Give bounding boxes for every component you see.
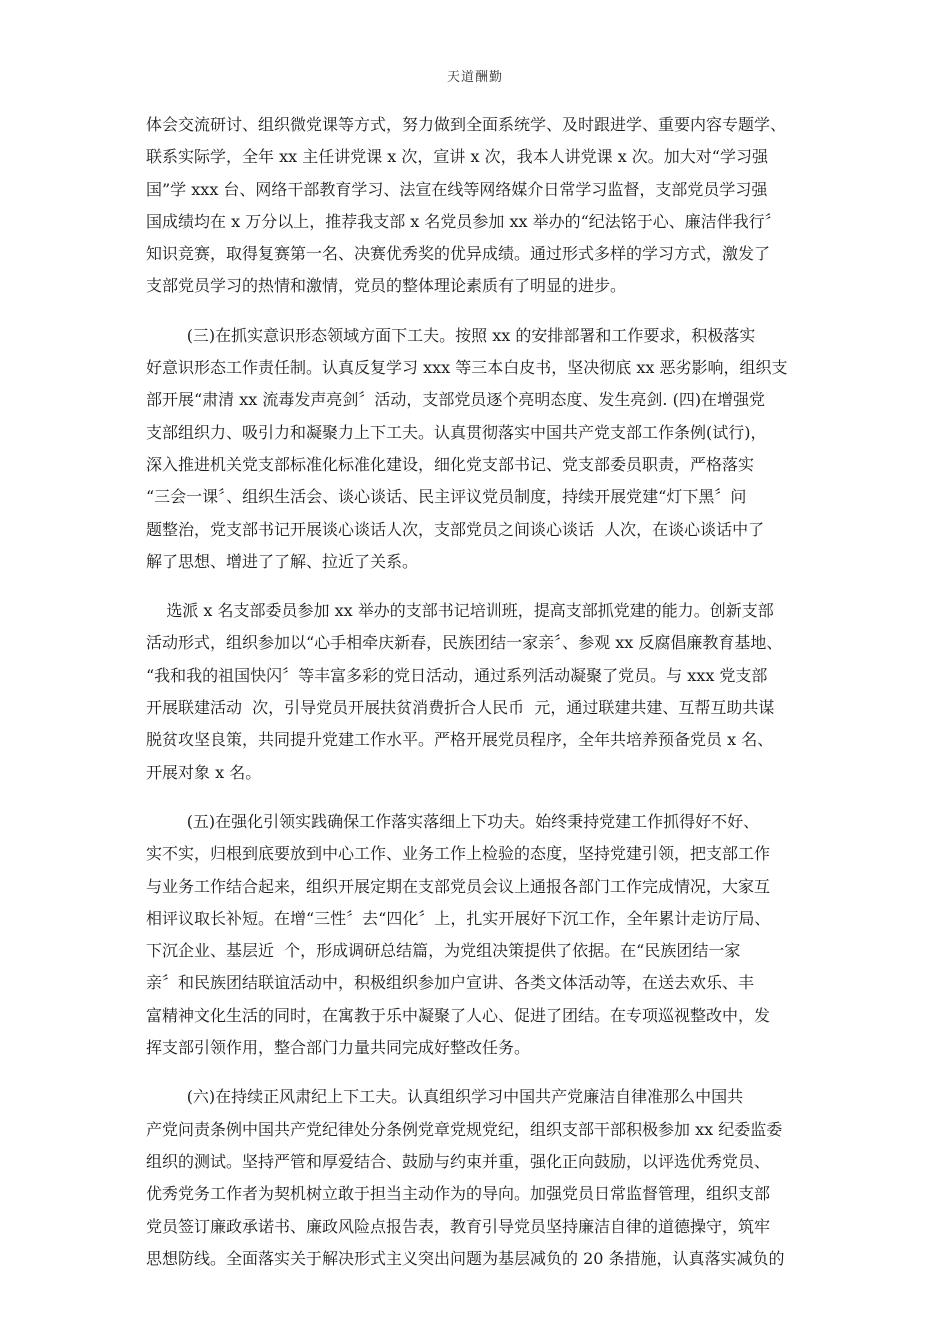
text-line: 活动形式，组织参加以“心手相牵庆新春，民族团结一家亲〞、参观 xx 反腐倡廉教育基地、 bbox=[146, 633, 783, 653]
text-line: 党员签订廉政承诺书、廉政风险点报告表，教育引导党员坚持廉洁自律的道德操守，筑牢 bbox=[146, 1216, 771, 1236]
text-line: 开展联建活动 次，引导党员开展扶贫消费折合人民币 元，通过联建共建、互帮互助共谋 bbox=[146, 698, 775, 718]
text-line: 知识竞赛，取得复赛第一名、决赛优秀奖的优异成绩。通过形式多样的学习方式，激发了 bbox=[146, 244, 771, 264]
text-line: 相评议取长补短。在增“三性〞去“四化〞上，扎实开展好下沉工作，全年累计走访厅局、 bbox=[146, 908, 771, 928]
text-line: 题整治，党支部书记开展谈心谈话人次，支部党员之间谈心谈话 人次，在谈心谈话中了 bbox=[146, 519, 765, 539]
page-header: 天道酬勤 bbox=[446, 70, 503, 85]
text-line: 支部组织力、吸引力和凝聚力上下工夫。认真贯彻落实中国共产党支部工作条例(试行)， bbox=[146, 422, 767, 442]
text-line: 解了思想、增进了了解、拉近了关系。 bbox=[146, 551, 419, 571]
text-line: 好意识形态工作责任制。认真反复学习 xxx 等三本白皮书，坚决彻底 xx 恶劣影响，组织支 bbox=[146, 358, 788, 378]
text-line: 与业务工作结合起来，组织开展定期在支部党员会议上通报各部门工作完成情况，大家互 bbox=[146, 876, 771, 896]
text-line: “三会一课〞、组织生活会、谈心谈话、民主评议党员制度，持续开展党建“灯下黑〞问 bbox=[146, 487, 747, 507]
document-body bbox=[146, 109, 812, 1292]
text-line: (五)在强化引领实践确保工作落实落细上下功夫。始终秉持党建工作抓得好不好、 bbox=[146, 811, 760, 831]
text-line: 开展对象 x 名。 bbox=[146, 762, 262, 782]
text-line: (六)在持续正风肃纪上下工夫。认真组织学习中国共产党廉洁自律准那么中国共 bbox=[146, 1087, 744, 1107]
text-line: 支部党员学习的热情和激情，党员的整体理论素质有了明显的进步。 bbox=[146, 276, 627, 296]
paragraph bbox=[146, 806, 812, 1064]
paragraph bbox=[146, 595, 812, 789]
text-line: 国成绩均在 x 万分以上，推荐我支部 x 名党员参加 xx 举办的“纪法铭于心、廉洁伴我行〞 bbox=[146, 211, 781, 231]
text-line: 思想防线。全面落实关于解决形式主义突出问题为基层减负的 20 条措施，认真落实减负的 bbox=[146, 1248, 785, 1268]
text-line: 国”学 xxx 台、网络干部教育学习、法宣在线等网络媒介日常学习监督，支部党员学习强 bbox=[146, 179, 768, 199]
text-line: 选派 x 名支部委员参加 xx 举办的支部书记培训班，提高支部抓党建的能力。创新支部 bbox=[146, 601, 774, 621]
text-line: 体会交流研讨、组织微党课等方式，努力做到全面系统学、及时跟进学、重要内容专题学、 bbox=[146, 115, 787, 134]
text-line: 富精神文化生活的同时，在寓教于乐中凝聚了人心、促进了团结。在专项巡视整改中，发 bbox=[146, 1005, 771, 1025]
text-line: 下沉企业、基层近 个，形成调研总结篇，为党组决策提供了依据。在“民族团结一家 bbox=[146, 941, 741, 961]
text-line: 实不实，归根到底要放到中心工作、业务工作上检验的态度，坚持党建引领，把支部工作 bbox=[146, 844, 771, 864]
text-line: 联系实际学，全年 xx 主任讲党课 x 次，宣讲 x 次，我本人讲党课 x 次。加大对“学习强 bbox=[146, 147, 768, 167]
text-line: 产党问责条例中国共产党纪律处分条例党章党规党纪，组织支部干部积极参加 xx 纪委监委 bbox=[146, 1119, 783, 1139]
text-line: (三)在抓实意识形态领域方面下工夫。按照 xx 的安排部署和工作要求，积极落实 bbox=[146, 325, 756, 345]
text-line: 脱贫攻坚良策，共同提升党建工作水平。严格开展党员程序，全年共培养预备党员 x 名、 bbox=[146, 730, 774, 750]
text-line: 组织的测试。坚持严管和厚爱结合、鼓励与约束并重，强化正向鼓励，以评选优秀党员、 bbox=[146, 1151, 771, 1171]
paragraph bbox=[146, 320, 812, 578]
text-line: 部开展“肃清 xx 流毒发声亮剑〞活动，支部党员逐个亮明态度、发生亮剑. (四)在增强党 bbox=[146, 390, 766, 410]
text-line: “我和我的祖国快闪〞等丰富多彩的党日活动，通过系列活动凝聚了党员。与 xxx 党支部 bbox=[146, 665, 768, 685]
text-line: 优秀党务工作者为契机树立敢于担当主动作为的导向。加强党员日常监督管理，组织支部 bbox=[146, 1184, 771, 1204]
text-line: 挥支部引领作用，整合部门力量共同完成好整改任务。 bbox=[146, 1038, 531, 1058]
paragraph bbox=[146, 1081, 812, 1275]
paragraph bbox=[146, 109, 812, 303]
text-line: 亲〞和民族团结联谊活动中，积极组织参加户宣讲、各类文体活动等，在送去欢乐、丰 bbox=[146, 973, 755, 993]
text-line: 深入推进机关党支部标准化标准化建设，细化党支部书记、党支部委员职责，严格落实 bbox=[146, 454, 755, 474]
